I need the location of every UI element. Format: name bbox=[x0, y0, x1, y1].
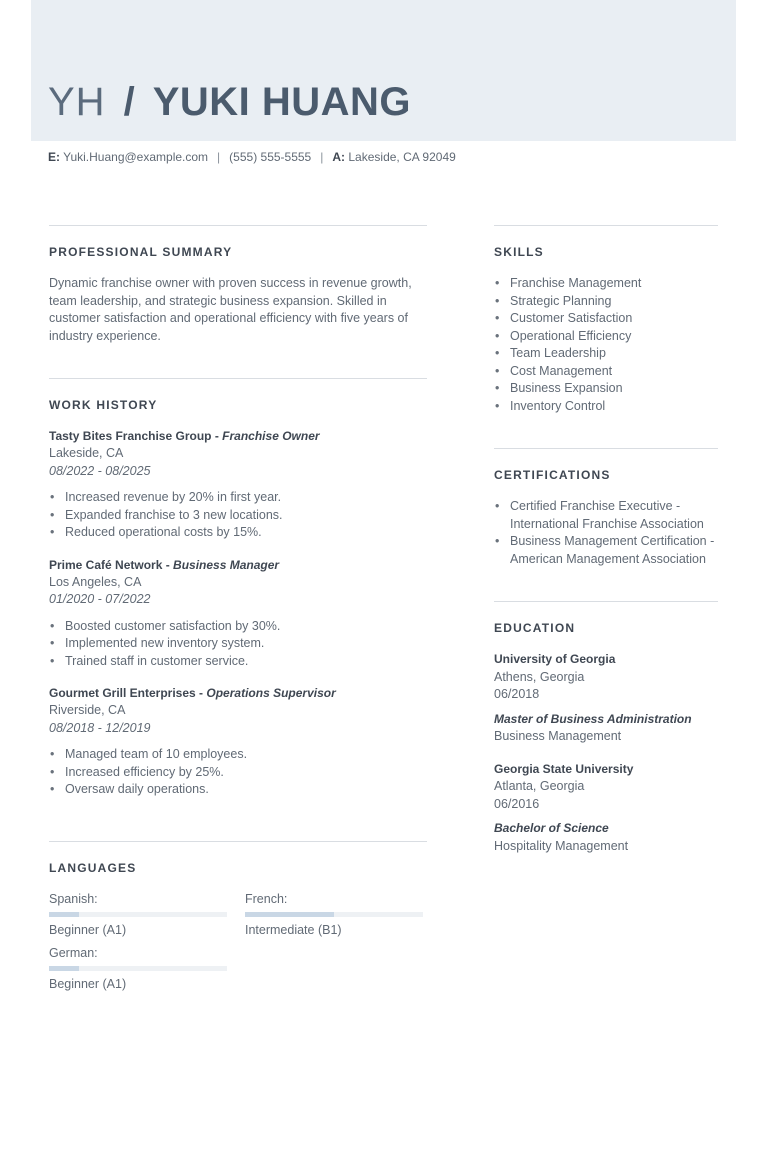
job-company: Gourmet Grill Enterprises bbox=[49, 686, 196, 700]
graduation-date: 06/2018 bbox=[494, 687, 540, 701]
education-title: EDUCATION bbox=[494, 621, 576, 635]
full-name: YUKI HUANG bbox=[152, 80, 412, 124]
job-bullets bbox=[49, 618, 427, 671]
list-item: • Reduced operational costs by 15%. bbox=[65, 524, 427, 542]
education-section bbox=[494, 601, 718, 855]
language-level-fill bbox=[49, 966, 79, 971]
job-dates: 08/2022 - 08/2025 bbox=[49, 463, 151, 478]
contact-divider: | bbox=[320, 150, 324, 164]
name-separator: / bbox=[123, 80, 135, 124]
language-level-bar bbox=[245, 912, 423, 917]
education-entry bbox=[494, 761, 718, 856]
email-label: E: bbox=[48, 150, 60, 164]
language-level-fill bbox=[49, 912, 79, 917]
job-bullets bbox=[49, 746, 427, 799]
skills-section bbox=[494, 225, 718, 448]
language-item bbox=[49, 945, 227, 993]
language-level: Beginner (A1) bbox=[49, 977, 127, 991]
certifications-section bbox=[494, 448, 718, 601]
job-dash: - bbox=[211, 429, 223, 443]
email-address[interactable]: Yuki.Huang@example.com bbox=[63, 150, 209, 164]
address-label: A: bbox=[332, 150, 346, 164]
list-item: • Managed team of 10 employees. bbox=[65, 746, 427, 764]
languages-section bbox=[49, 841, 427, 993]
degree-field: Business Management bbox=[494, 729, 622, 743]
job-bullets bbox=[49, 489, 427, 542]
job-location: Riverside, CA bbox=[49, 703, 126, 717]
summary-title: PROFESSIONAL SUMMARY bbox=[49, 245, 233, 259]
skill-item: • Customer Satisfaction bbox=[510, 310, 718, 328]
degree-name: Bachelor of Science bbox=[494, 821, 609, 835]
graduation-date: 06/2016 bbox=[494, 796, 540, 811]
skills-list bbox=[494, 275, 718, 415]
name-initials: YH bbox=[48, 80, 106, 124]
phone-number[interactable]: (555) 555-5555 bbox=[229, 150, 312, 164]
language-name: German: bbox=[49, 946, 98, 960]
job-title bbox=[49, 557, 427, 574]
job-entry bbox=[49, 557, 427, 671]
school-location: Athens, Georgia bbox=[494, 669, 585, 684]
job-dates: 01/2020 - 07/2022 bbox=[49, 592, 151, 606]
job-entry bbox=[49, 685, 427, 799]
job-dash: - bbox=[162, 557, 174, 572]
education-entry bbox=[494, 651, 718, 746]
language-name: French: bbox=[245, 892, 288, 906]
degree-field: Hospitality Management bbox=[494, 838, 629, 853]
skill-item: • Business Expansion bbox=[510, 380, 718, 398]
language-level-bar bbox=[49, 966, 227, 971]
job-role: Operations Supervisor bbox=[206, 686, 336, 700]
job-role: Franchise Owner bbox=[222, 429, 320, 443]
list-item: • Oversaw daily operations. bbox=[65, 781, 427, 799]
name-heading bbox=[48, 80, 411, 134]
left-column bbox=[49, 225, 427, 993]
address: Lakeside, CA 92049 bbox=[348, 150, 456, 164]
contact-divider: | bbox=[217, 150, 221, 164]
list-item: • Expanded franchise to 3 new locations. bbox=[65, 507, 427, 525]
summary-text: Dynamic franchise owner with proven success in revenue growth, team leadership, and strategic business expansion. Skilled in customer satisfaction and operational efficiency with five years of industry experience. bbox=[49, 276, 412, 343]
language-name: Spanish: bbox=[49, 892, 98, 906]
skills-title: SKILLS bbox=[494, 245, 544, 259]
language-item bbox=[245, 891, 423, 939]
job-dash: - bbox=[195, 686, 207, 700]
work-history-title: WORK HISTORY bbox=[49, 398, 158, 412]
skill-item: • Team Leadership bbox=[510, 345, 718, 363]
job-location: Los Angeles, CA bbox=[49, 574, 142, 589]
language-level-fill bbox=[245, 912, 334, 917]
job-dates: 08/2018 - 12/2019 bbox=[49, 720, 151, 735]
language-level-bar bbox=[49, 912, 227, 917]
degree-name: Master of Business Administration bbox=[494, 711, 692, 726]
job-company: Prime Café Network bbox=[49, 557, 163, 572]
school-name: University of Georgia bbox=[494, 652, 616, 666]
job-entry bbox=[49, 428, 427, 542]
school-name: Georgia State University bbox=[494, 761, 634, 776]
list-item: • Increased efficiency by 25%. bbox=[65, 764, 427, 782]
certification-item: • Business Management Certification - American Management Association bbox=[510, 533, 718, 568]
language-level: Beginner (A1) bbox=[49, 923, 127, 937]
certification-item: • Certified Franchise Executive - International Franchise Association bbox=[510, 498, 718, 533]
certifications-title: CERTIFICATIONS bbox=[494, 468, 611, 482]
right-column bbox=[494, 225, 718, 855]
list-item: • Boosted customer satisfaction by 30%. bbox=[65, 618, 427, 636]
language-level: Intermediate (B1) bbox=[245, 923, 342, 937]
language-item bbox=[49, 891, 227, 939]
list-item: • Implemented new inventory system. bbox=[65, 635, 427, 653]
languages-title: LANGUAGES bbox=[49, 861, 137, 875]
languages-grid bbox=[49, 891, 427, 993]
work-history-section bbox=[49, 378, 427, 841]
skill-item: • Operational Efficiency bbox=[510, 328, 718, 346]
job-title bbox=[49, 685, 427, 702]
job-title bbox=[49, 428, 427, 445]
job-location: Lakeside, CA bbox=[49, 446, 124, 460]
certifications-list bbox=[494, 498, 718, 568]
school-location: Atlanta, Georgia bbox=[494, 779, 585, 793]
job-company: Tasty Bites Franchise Group bbox=[49, 429, 212, 443]
list-item: • Increased revenue by 20% in first year. bbox=[65, 489, 427, 507]
summary-section bbox=[49, 225, 427, 378]
skill-item: • Strategic Planning bbox=[510, 293, 718, 311]
job-role: Business Manager bbox=[173, 557, 280, 572]
contact-line bbox=[48, 150, 456, 164]
skill-item: • Inventory Control bbox=[510, 398, 718, 416]
list-item: • Trained staff in customer service. bbox=[65, 653, 427, 671]
skill-item: • Cost Management bbox=[510, 363, 718, 381]
skill-item: • Franchise Management bbox=[510, 275, 718, 293]
